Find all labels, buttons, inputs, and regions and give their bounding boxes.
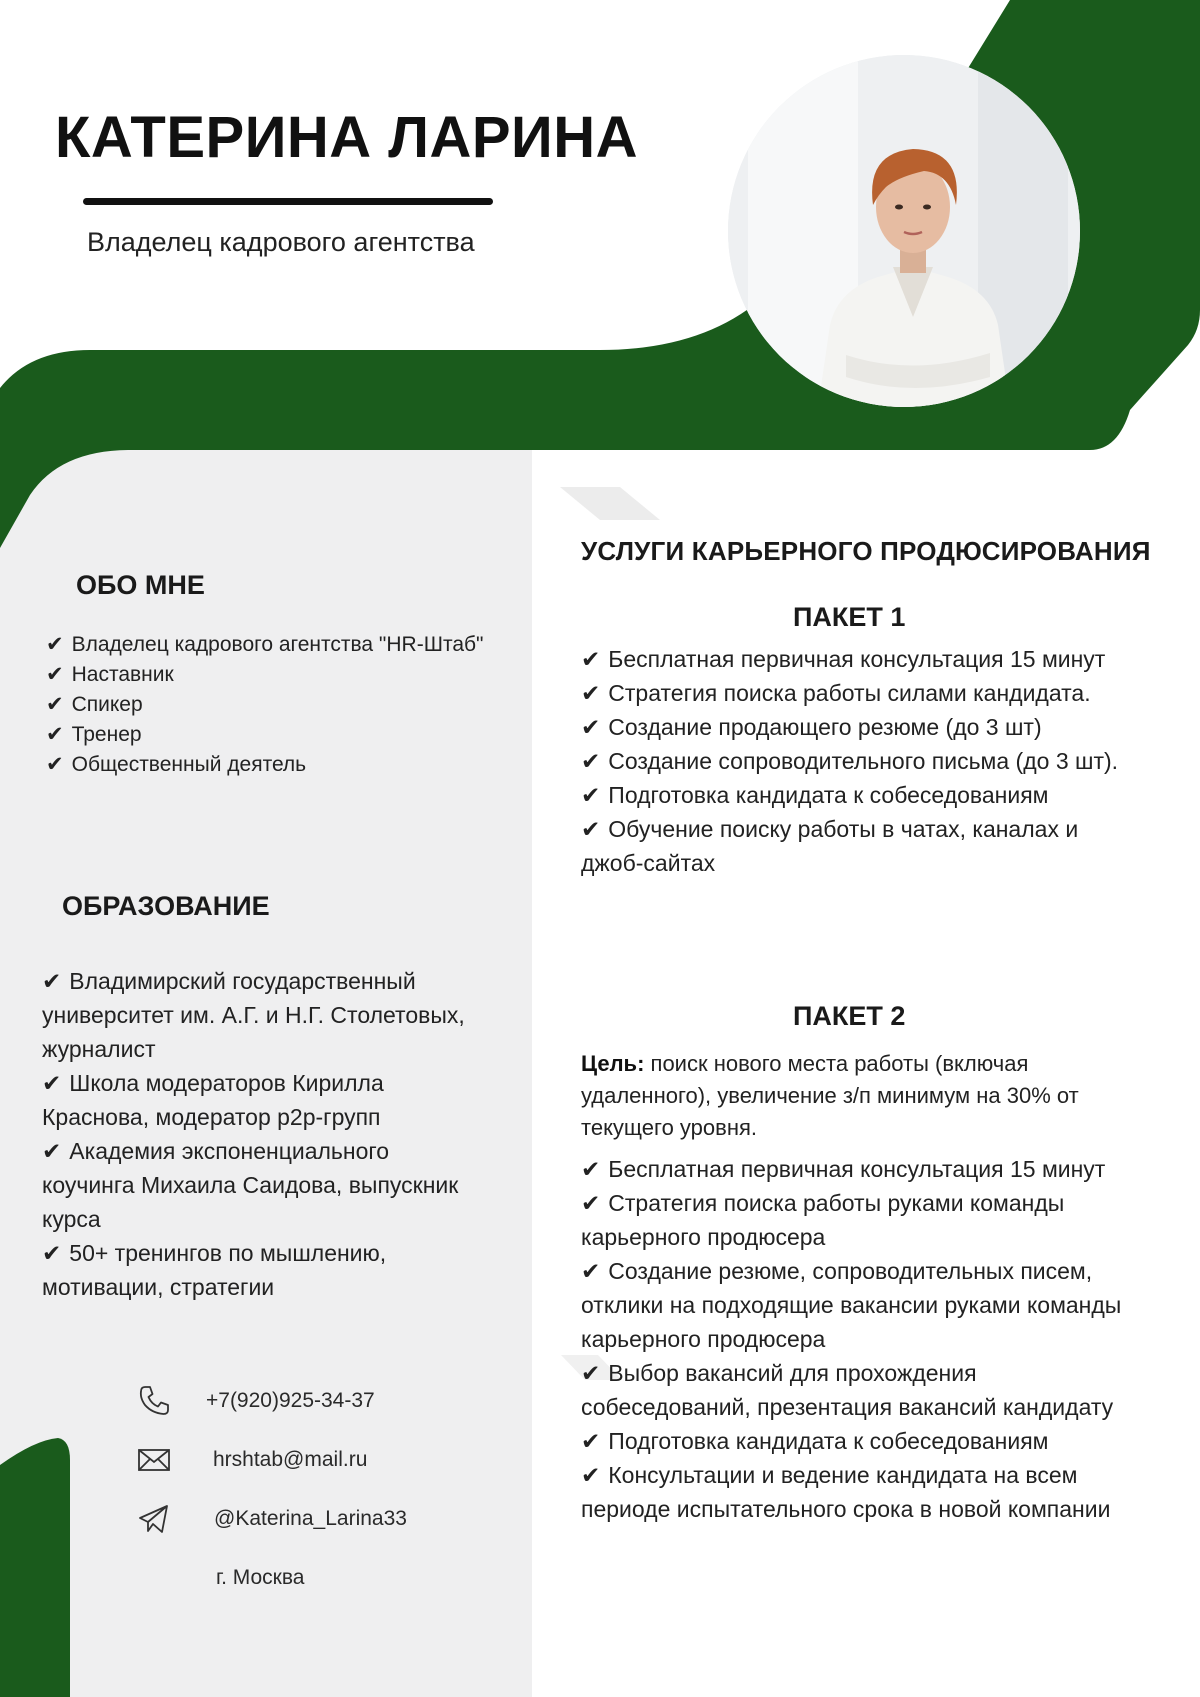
contact-phone[interactable]: [130, 1383, 490, 1442]
package2-item: ✔ Создание резюме, сопроводительных писем, отклики на подходящие вакансии руками команды карьерного продюсера: [581, 1258, 1122, 1352]
checkmark-icon: ✔: [581, 1428, 601, 1454]
goal-label: Цель:: [581, 1051, 645, 1076]
education-item: ✔ 50+ тренингов по мышлению, мотивации, стратегии: [42, 1240, 387, 1300]
package2-item: ✔ Стратегия поиска работы руками команды карьерного продюсера: [581, 1190, 1065, 1250]
checkmark-icon: ✔: [42, 968, 62, 994]
checkmark-icon: ✔: [581, 1190, 601, 1216]
about-item: ✔ Спикер: [46, 693, 143, 716]
checkmark-icon: ✔: [42, 1240, 62, 1266]
phone-number[interactable]: +7(920)925-34-37: [206, 1389, 375, 1412]
education-item: ✔ Академия экспоненциального коучинга Михаила Саидова, выпускник курса: [42, 1138, 459, 1232]
gray-tab-decoration: [560, 487, 660, 520]
checkmark-icon: ✔: [46, 753, 64, 776]
education-heading: ОБРАЗОВАНИЕ: [62, 891, 270, 921]
green-corner-bottom-left: [0, 1438, 70, 1697]
package1-heading: ПАКЕТ 1: [793, 602, 906, 632]
package1-list: [581, 642, 1141, 880]
package2-heading: ПАКЕТ 2: [793, 1001, 906, 1031]
package2-item: ✔ Подготовка кандидата к собеседованиям: [581, 1428, 1049, 1454]
contact-telegram[interactable]: [130, 1501, 490, 1560]
package2-item: ✔ Выбор вакансий для прохождения собеседований, презентация вакансий кандидату: [581, 1360, 1114, 1420]
email-address[interactable]: hrshtab@mail.ru: [213, 1448, 368, 1471]
checkmark-icon: ✔: [46, 633, 64, 656]
telegram-icon: [136, 1501, 172, 1537]
goal-text: поиск нового места работы (включая удаленного), увеличение з/п минимум на 30% от текущего уровня.: [581, 1051, 1079, 1140]
package2-goal: [581, 1048, 1121, 1144]
about-heading: ОБО МНЕ: [76, 570, 205, 600]
contacts-block: [130, 1383, 490, 1619]
education-item: ✔ Владимирский государственный университет им. А.Г. и Н.Г. Столетовых, журналист: [42, 968, 465, 1062]
checkmark-icon: ✔: [46, 663, 64, 686]
checkmark-icon: ✔: [581, 748, 601, 774]
checkmark-icon: ✔: [581, 1156, 601, 1182]
profile-photo: [728, 55, 1080, 407]
education-item: ✔ Школа модераторов Кирилла Краснова, модератор p2p-групп: [42, 1070, 384, 1130]
contact-email[interactable]: [130, 1442, 490, 1501]
package1-item: ✔ Стратегия поиска работы силами кандидата.: [581, 680, 1091, 706]
mail-icon: [136, 1442, 172, 1478]
about-item: ✔ Наставник: [46, 663, 174, 686]
checkmark-icon: ✔: [46, 693, 64, 716]
about-item: ✔ Общественный деятель: [46, 753, 307, 776]
checkmark-icon: ✔: [581, 1462, 601, 1488]
package2-list: [581, 1152, 1141, 1526]
package1-item: ✔ Создание сопроводительного письма (до 3 шт).: [581, 748, 1119, 774]
package1-item: ✔ Бесплатная первичная консультация 15 минут: [581, 646, 1106, 672]
city: г. Москва: [216, 1566, 305, 1589]
checkmark-icon: ✔: [581, 1360, 601, 1386]
job-title: Владелец кадрового агентства: [87, 227, 475, 257]
checkmark-icon: ✔: [581, 1258, 601, 1284]
name-underline: [83, 198, 493, 205]
checkmark-icon: ✔: [581, 646, 601, 672]
about-list: [46, 630, 486, 780]
telegram-handle[interactable]: @Katerina_Larina33: [214, 1507, 407, 1530]
portrait-illustration: [728, 55, 1080, 407]
package1-item: ✔ Создание продающего резюме (до 3 шт): [581, 714, 1042, 740]
checkmark-icon: ✔: [42, 1070, 62, 1096]
about-item: ✔ Тренер: [46, 723, 142, 746]
phone-icon: [136, 1383, 172, 1419]
checkmark-icon: ✔: [581, 714, 601, 740]
contact-city: [130, 1560, 490, 1619]
package1-item: ✔ Обучение поиску работы в чатах, каналах и джоб-сайтах: [581, 816, 1079, 876]
person-name: КАТЕРИНА ЛАРИНА: [55, 105, 638, 170]
services-title: УСЛУГИ КАРЬЕРНОГО ПРОДЮСИРОВАНИЯ: [581, 536, 1151, 566]
package2-item: ✔ Консультации и ведение кандидата на всем периоде испытательного срока в новой компании: [581, 1462, 1111, 1522]
checkmark-icon: ✔: [42, 1138, 62, 1164]
package2-item: ✔ Бесплатная первичная консультация 15 минут: [581, 1156, 1106, 1182]
checkmark-icon: ✔: [581, 816, 601, 842]
checkmark-icon: ✔: [581, 782, 601, 808]
checkmark-icon: ✔: [46, 723, 64, 746]
about-item: ✔ Владелец кадрового агентства "HR-Штаб": [46, 633, 484, 656]
checkmark-icon: ✔: [581, 680, 601, 706]
education-list: [42, 964, 472, 1304]
package1-item: ✔ Подготовка кандидата к собеседованиям: [581, 782, 1049, 808]
